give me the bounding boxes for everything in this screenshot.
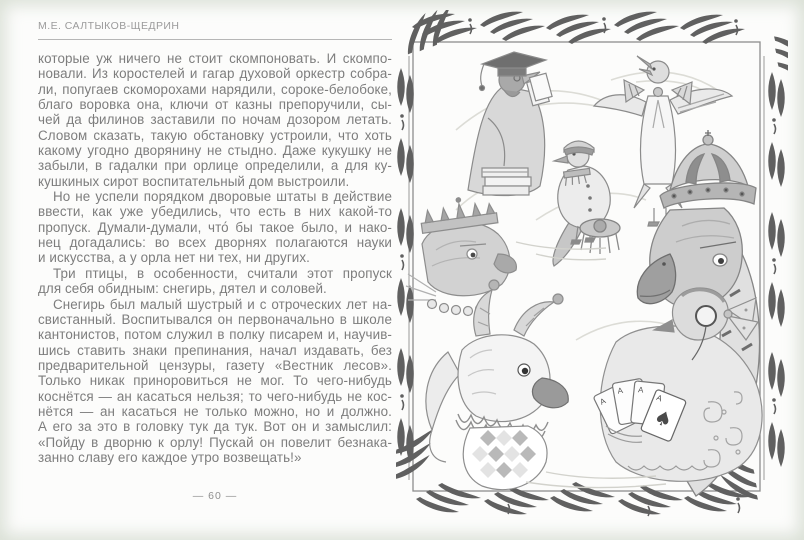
text-line: какому угодно дворянину не стыдно. Даже кукушку не — [38, 143, 392, 159]
text-line: нец догадались: во всех дворнях полагаются науки — [38, 235, 392, 251]
text-line: чей да филинов заставили по ночам дозором летать. — [38, 112, 392, 128]
text-line: коснётся — ан касаться нельзя; то чего-нибудь не кос- — [38, 388, 392, 404]
text-line: пропуск. Думали-думали, что́ бы такое было, и нако- — [38, 219, 392, 235]
spade-icon: ♠ — [650, 404, 677, 434]
text-line: для себя обидным: снегирь, дятел и соловей. — [38, 281, 327, 297]
text-line: кантонистов, потом служил в полку писарем и, научив- — [38, 327, 392, 343]
text-line: забыли, в гадалки при орлице определили, а для ку- — [38, 158, 392, 174]
crowned-eagle-left — [406, 193, 516, 316]
text-line: которые уж ничего не стоит скомпоновать. И скомпо- — [38, 51, 392, 66]
book-stack-icon — [482, 168, 531, 195]
text-line: благо воровка она, ключи от казны препоручили, сы- — [38, 97, 392, 113]
text-line: нётся — ан касаться не только можно, но и должно. — [38, 403, 392, 419]
text-line: занно славу его каждое утро возвещать!» — [38, 449, 302, 465]
harlequin-diamonds — [472, 430, 536, 478]
text-line: Но не успели порядком дворовые штаты в действие — [53, 189, 392, 205]
text-line: кушкиных сирот воспитательный дом выстроили. — [38, 173, 350, 189]
text-line: предварительной цензуры, газету «Вестник лесов». — [38, 357, 392, 373]
running-header — [38, 20, 392, 40]
page-number — [38, 490, 392, 502]
text-line: Снегирь был малый шустрый и с отроческих лет на- — [53, 296, 392, 312]
text-line: Словом сказать, такую обстановку устроили, что хоть — [38, 127, 392, 143]
text-line: свистанный. Воспитывался он первоначально в школе — [38, 311, 392, 327]
text-line: «Пойду в дворню к орлу! Пускай он повелит безнака- — [38, 434, 392, 450]
scholar-bird — [468, 52, 553, 196]
text-line: новали. Из коростелей и гагар духовой оркестр собра- — [38, 66, 392, 82]
text-line: ли, попугаев скоморохами нарядили, сороке-белобоке, — [38, 81, 392, 97]
text-line: А его за это в головку тук да тук. Вот он и замыслил: — [38, 419, 392, 435]
peaked-cap-icon — [564, 141, 594, 155]
text-line: Три птицы, в особенности, считали этот пропуск — [53, 265, 392, 281]
text-line: ввести, как уже убедились, что есть в них какой-то — [38, 204, 392, 220]
body-text — [38, 51, 392, 465]
svg-text:A: A — [655, 393, 664, 404]
page-number-text: — 60 — — [192, 490, 238, 502]
illustration-plate — [396, 10, 788, 518]
illustration — [396, 10, 788, 518]
text-line: и искусства, а у орла нет ни тех, ни других. — [38, 250, 311, 266]
svg-text:A: A — [637, 385, 644, 395]
svg-text:A: A — [598, 396, 608, 407]
running-header-text: М.Е. САЛТЫКОВ-ЩЕДРИН — [38, 20, 180, 32]
text-line: шись ставить знаки препинания, начал издавать, без — [38, 342, 392, 358]
text-line: Только никак приноровиться не мог. То чего-нибудь — [38, 373, 392, 389]
svg-text:A: A — [616, 385, 624, 396]
